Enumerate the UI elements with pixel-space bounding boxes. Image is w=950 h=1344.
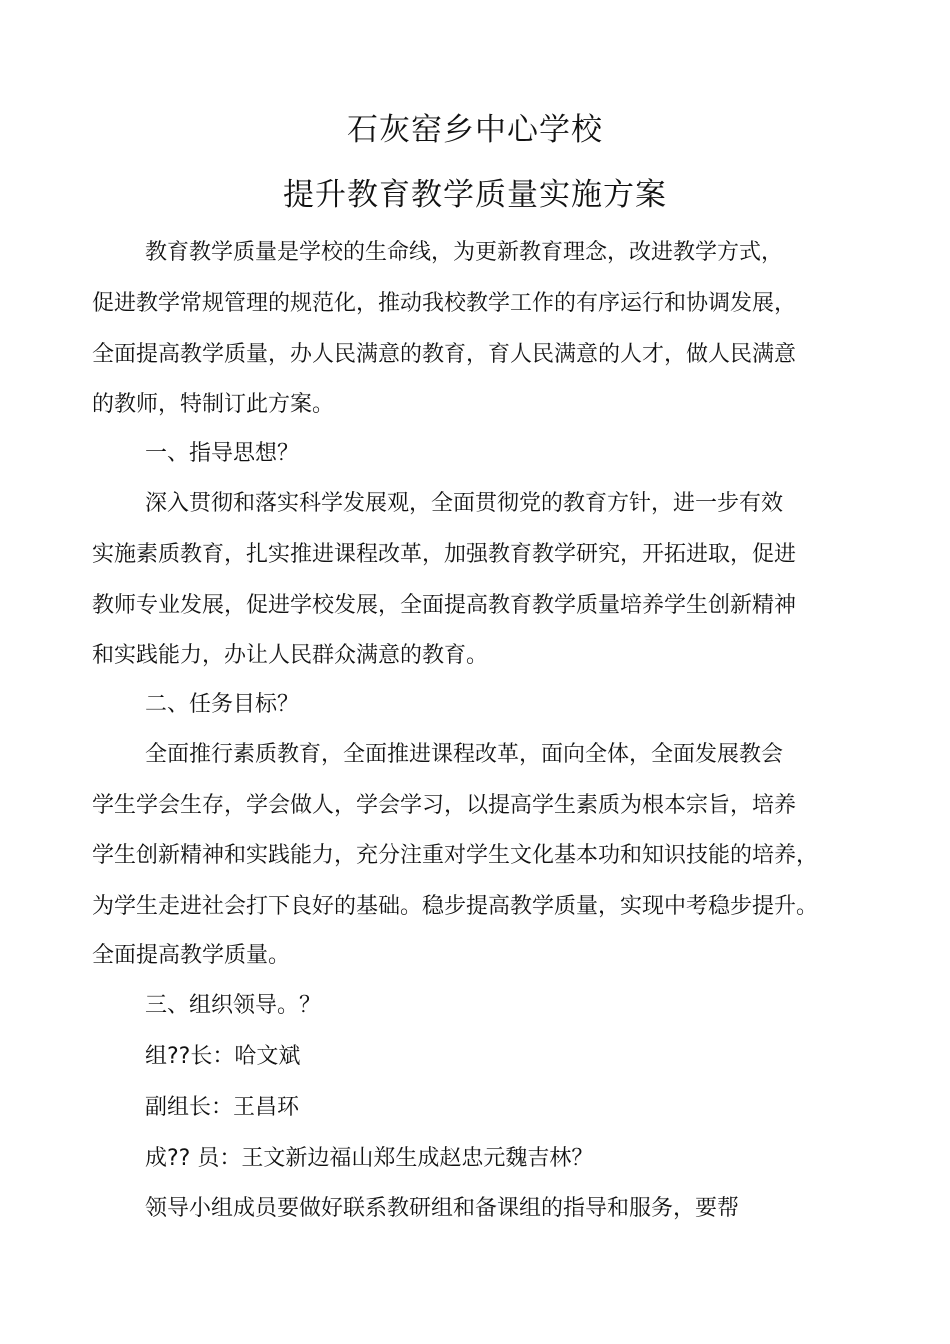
paragraph-line: 教育教学质量是学校的生命线，为更新教育理念，改进教学方式， — [145, 240, 784, 265]
section-heading: 一、指导思想？ — [145, 441, 300, 466]
document-title-plan: 提升教育教学质量实施方案 — [283, 177, 667, 213]
section-heading: 三、组织领导。？ — [145, 993, 322, 1018]
paragraph-line: 教师专业发展，促进学校发展，全面提高教育教学质量培养学生创新精神 — [92, 593, 797, 618]
deputy-leader-line: 副组长：王昌环 — [145, 1095, 300, 1120]
document-title-school: 石灰窑乡中心学校 — [347, 112, 603, 148]
paragraph-line: 学生创新精神和实践能力，充分注重对学生文化基本功和知识技能的培养， — [92, 843, 819, 868]
paragraph-line: 领导小组成员要做好联系教研组和备课组的指导和服务，要帮 — [145, 1196, 740, 1221]
paragraph-line: 为学生走进社会打下良好的基础。稳步提高教学质量，实现中考稳步提升。 — [92, 894, 819, 919]
paragraph-line: 全面提高教学质量，办人民满意的教育，育人民满意的人才，做人民满意 — [92, 342, 797, 367]
paragraph-line: 深入贯彻和落实科学发展观，全面贯彻党的教育方针，进一步有效 — [145, 491, 784, 516]
members-line: 成?? 员：王文新边福山郑生成赵忠元魏吉林？ — [145, 1146, 594, 1171]
paragraph-line: 学生学会生存，学会做人，学会学习，以提高学生素质为根本宗旨，培养 — [92, 793, 797, 818]
paragraph-line: 和实践能力，办让人民群众满意的教育。 — [92, 643, 489, 668]
paragraph-line: 全面推行素质教育，全面推进课程改革，面向全体，全面发展教会 — [145, 742, 784, 767]
paragraph-line: 促进教学常规管理的规范化，推动我校教学工作的有序运行和协调发展， — [92, 291, 797, 316]
leader-line: 组??长：哈文斌 — [145, 1044, 301, 1069]
paragraph-line: 实施素质教育，扎实推进课程改革，加强教育教学研究，开拓进取，促进 — [92, 542, 797, 567]
paragraph-line: 的教师，特制订此方案。 — [92, 392, 335, 417]
paragraph-line: 全面提高教学质量。 — [92, 943, 291, 968]
section-heading: 二、任务目标？ — [145, 692, 300, 717]
